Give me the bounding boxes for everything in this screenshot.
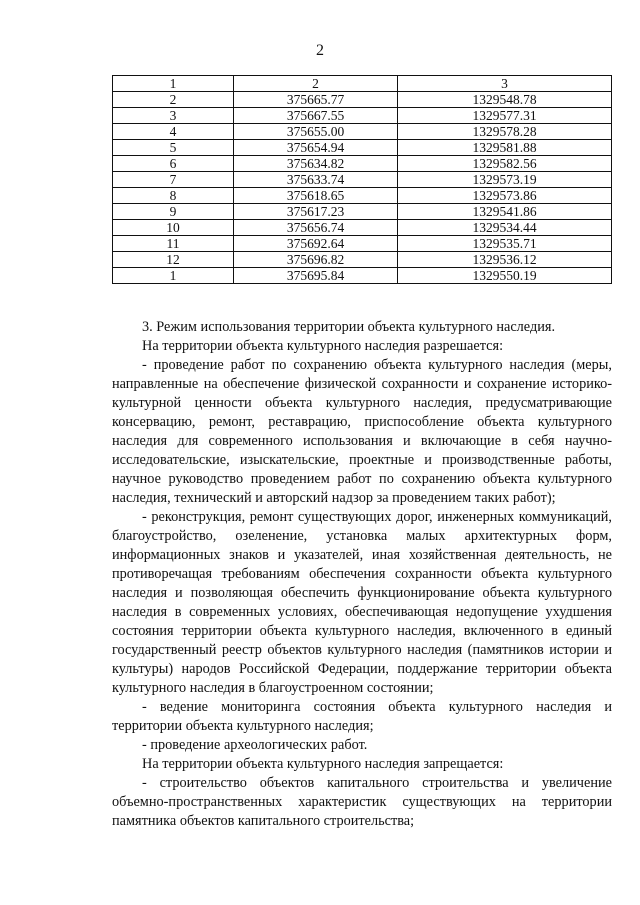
table-row — [113, 124, 612, 140]
x-coordinate-cell: 375656.74 — [234, 220, 398, 236]
x-coordinate-cell: 375695.84 — [234, 268, 398, 284]
point-number-cell: 1 — [113, 268, 234, 284]
point-number-cell: 8 — [113, 188, 234, 204]
column-header: 2 — [234, 76, 398, 92]
table-row — [113, 156, 612, 172]
list-item: - строительство объектов капитального строительства и увеличение объемно-пространственных характеристик существующих на территории памятника объектов капитального строительства; — [112, 775, 612, 829]
list-item: - реконструкция, ремонт существующих дорог, инженерных коммуникаций, благоустройство, озеленение, установка малых архитектурных форм, информационных знаков и указателей, иная хозяйственная деятельность, не противоречащая требованиям обеспечения сохранности объекта культурного наследия и позволяющая обеспечить функционирование объекта культурного наследия в современных условиях, обеспечивающая недопущение ухудшения состояния территории объекта культурного наследия, включенного в единый государственный реестр объектов культурного наследия (памятников истории и культуры) народов Российской Федерации, поддержание территории объекта культурного наследия в благоустроенном состоянии; — [112, 509, 612, 696]
table-row — [113, 204, 612, 220]
y-coordinate-cell: 1329548.78 — [398, 92, 612, 108]
x-coordinate-cell: 375654.94 — [234, 140, 398, 156]
page-number: 2 — [316, 42, 324, 59]
column-header: 1 — [113, 76, 234, 92]
point-number-cell: 7 — [113, 172, 234, 188]
table-row — [113, 236, 612, 252]
column-header: 3 — [398, 76, 612, 92]
y-coordinate-cell: 1329582.56 — [398, 156, 612, 172]
point-number-cell: 5 — [113, 140, 234, 156]
table-row — [113, 268, 612, 284]
coordinates-table — [112, 75, 612, 284]
y-coordinate-cell: 1329577.31 — [398, 108, 612, 124]
table-row — [113, 140, 612, 156]
x-coordinate-cell: 375667.55 — [234, 108, 398, 124]
table-header-row — [113, 76, 612, 92]
point-number-cell: 10 — [113, 220, 234, 236]
list-item: - ведение мониторинга состояния объекта культурного наследия и территории объекта культурного наследия; — [112, 699, 612, 734]
list-item: - проведение работ по сохранению объекта культурного наследия (меры, направленные на обеспечение физической сохранности и сохранение историко-культурной ценности объекта культурного наследия, предусматривающие консервацию, ремонт, реставрацию, приспособление объекта культурного наследия для современного использования и включающие в себя научно-исследовательские, изыскательские, проектные и производственные работы, научное руководство проведением работ по сохранению объекта культурного наследия, технический и авторский надзор за проведением таких работ); — [112, 357, 612, 506]
x-coordinate-cell: 375617.23 — [234, 204, 398, 220]
document-body — [112, 318, 612, 831]
y-coordinate-cell: 1329573.86 — [398, 188, 612, 204]
point-number-cell: 6 — [113, 156, 234, 172]
x-coordinate-cell: 375655.00 — [234, 124, 398, 140]
y-coordinate-cell: 1329541.86 — [398, 204, 612, 220]
y-coordinate-cell: 1329573.19 — [398, 172, 612, 188]
y-coordinate-cell: 1329550.19 — [398, 268, 612, 284]
table-row — [113, 92, 612, 108]
table-row — [113, 220, 612, 236]
y-coordinate-cell: 1329535.71 — [398, 236, 612, 252]
paragraph: На территории объекта культурного наследия разрешается: — [142, 338, 504, 354]
table-row — [113, 108, 612, 124]
table-row — [113, 252, 612, 268]
section-heading: 3. Режим использования территории объекта культурного наследия. — [142, 319, 556, 335]
y-coordinate-cell: 1329581.88 — [398, 140, 612, 156]
list-item: - проведение археологических работ. — [142, 737, 368, 753]
paragraph: На территории объекта культурного наследия запрещается: — [142, 756, 504, 772]
point-number-cell: 9 — [113, 204, 234, 220]
point-number-cell: 11 — [113, 236, 234, 252]
point-number-cell: 4 — [113, 124, 234, 140]
point-number-cell: 2 — [113, 92, 234, 108]
point-number-cell: 12 — [113, 252, 234, 268]
point-number-cell: 3 — [113, 108, 234, 124]
y-coordinate-cell: 1329578.28 — [398, 124, 612, 140]
x-coordinate-cell: 375618.65 — [234, 188, 398, 204]
x-coordinate-cell: 375633.74 — [234, 172, 398, 188]
x-coordinate-cell: 375665.77 — [234, 92, 398, 108]
x-coordinate-cell: 375634.82 — [234, 156, 398, 172]
y-coordinate-cell: 1329534.44 — [398, 220, 612, 236]
y-coordinate-cell: 1329536.12 — [398, 252, 612, 268]
x-coordinate-cell: 375696.82 — [234, 252, 398, 268]
table-row — [113, 172, 612, 188]
x-coordinate-cell: 375692.64 — [234, 236, 398, 252]
table-row — [113, 188, 612, 204]
